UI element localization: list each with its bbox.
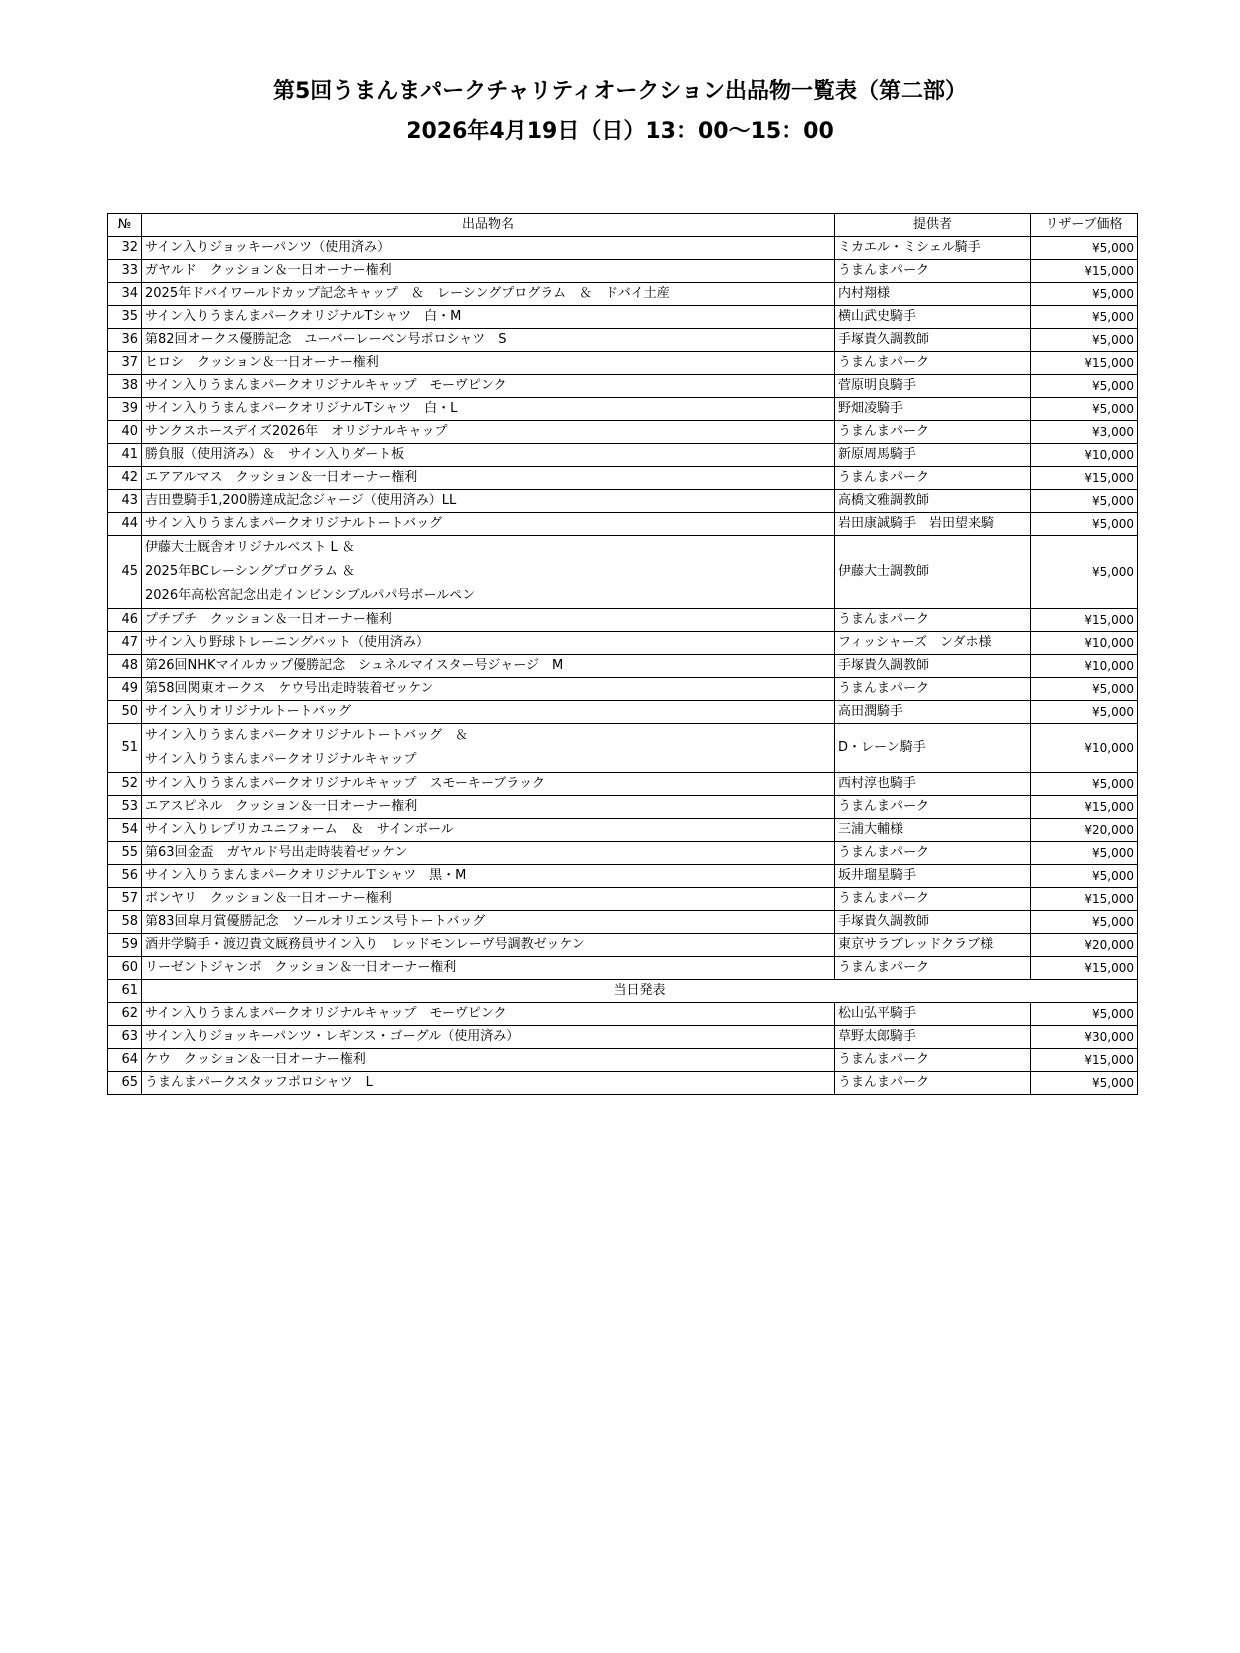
reserve-price: ¥15,000	[1031, 260, 1138, 283]
item-name: サイン入りうまんまパークオリジナルＴシャツ 黒・M	[142, 865, 835, 888]
row-number: 33	[108, 260, 142, 283]
reserve-price: ¥5,000	[1031, 237, 1138, 260]
item-name: ボンヤリ クッション＆一日オーナー権利	[142, 888, 835, 911]
reserve-price: ¥5,000	[1031, 375, 1138, 398]
item-name: 第63回金盃 ガヤルド号出走時装着ゼッケン	[142, 842, 835, 865]
provider: うまんまパーク	[835, 467, 1031, 490]
item-name: サイン入りレプリカユニフォーム ＆ サインボール	[142, 819, 835, 842]
row-number: 52	[108, 773, 142, 796]
provider: うまんまパーク	[835, 678, 1031, 701]
reserve-price: ¥5,000	[1031, 678, 1138, 701]
row-number: 50	[108, 701, 142, 724]
reserve-price: ¥15,000	[1031, 957, 1138, 980]
table-row	[108, 934, 1138, 957]
item-name: サイン入りうまんまパークオリジナルキャップ モーヴピンク	[142, 375, 835, 398]
item-name: 第82回オークス優勝記念 ユーバーレーベン号ポロシャツ S	[142, 329, 835, 352]
item-name: 第83回皐月賞優勝記念 ソールオリエンス号トートバッグ	[142, 911, 835, 934]
table-row	[108, 957, 1138, 980]
reserve-price: ¥5,000	[1031, 865, 1138, 888]
provider: 三浦大輔様	[835, 819, 1031, 842]
reserve-price: ¥5,000	[1031, 1003, 1138, 1026]
reserve-price: ¥15,000	[1031, 1049, 1138, 1072]
table-row	[108, 701, 1138, 724]
provider: うまんまパーク	[835, 796, 1031, 819]
item-name: 2025年ドバイワールドカップ記念キャップ ＆ レーシングプログラム ＆ ドバイ土産	[142, 283, 835, 306]
reserve-price: ¥5,000	[1031, 513, 1138, 536]
item-name: 第26回NHKマイルカップ優勝記念 シュネルマイスター号ジャージ M	[142, 655, 835, 678]
item-name: ガヤルド クッション＆一日オーナー権利	[142, 260, 835, 283]
row-number: 53	[108, 796, 142, 819]
reserve-price: ¥15,000	[1031, 888, 1138, 911]
row-number: 49	[108, 678, 142, 701]
row-number: 57	[108, 888, 142, 911]
reserve-price: ¥10,000	[1031, 444, 1138, 467]
reserve-price: ¥10,000	[1031, 632, 1138, 655]
reserve-price: ¥5,000	[1031, 398, 1138, 421]
provider: 草野太郎騎手	[835, 1026, 1031, 1049]
provider: 坂井瑠星騎手	[835, 865, 1031, 888]
row-number: 41	[108, 444, 142, 467]
item-name-line: 2026年高松宮記念出走インビンシブルパパ号ボールペン	[145, 588, 476, 603]
reserve-price: ¥3,000	[1031, 421, 1138, 444]
provider: フィッシャーズ ンダホ様	[835, 632, 1031, 655]
row-number: 54	[108, 819, 142, 842]
table-row	[108, 306, 1138, 329]
provider: うまんまパーク	[835, 888, 1031, 911]
table-row	[108, 609, 1138, 632]
table-row	[108, 842, 1138, 865]
provider: 手塚貴久調教師	[835, 329, 1031, 352]
table-row	[108, 865, 1138, 888]
item-name	[142, 536, 835, 609]
item-name: エアスピネル クッション＆一日オーナー権利	[142, 796, 835, 819]
provider: 高橋文雅調教師	[835, 490, 1031, 513]
row-number: 44	[108, 513, 142, 536]
item-name	[142, 724, 835, 773]
row-number: 64	[108, 1049, 142, 1072]
row-number: 36	[108, 329, 142, 352]
row-number: 38	[108, 375, 142, 398]
reserve-price: ¥5,000	[1031, 306, 1138, 329]
row-number: 32	[108, 237, 142, 260]
table-row	[108, 490, 1138, 513]
table-row	[108, 1072, 1138, 1095]
header-no: №	[108, 214, 142, 237]
reserve-price: ¥5,000	[1031, 283, 1138, 306]
item-name: ヒロシ クッション＆一日オーナー権利	[142, 352, 835, 375]
table-row	[108, 819, 1138, 842]
header-reserve-price: リザーブ価格	[1031, 214, 1138, 237]
reserve-price: ¥5,000	[1031, 701, 1138, 724]
row-number: 43	[108, 490, 142, 513]
table-row	[108, 513, 1138, 536]
row-number: 61	[108, 980, 142, 1003]
table-header-row	[108, 214, 1138, 237]
reserve-price: ¥15,000	[1031, 467, 1138, 490]
provider: うまんまパーク	[835, 842, 1031, 865]
row-number: 35	[108, 306, 142, 329]
provider: うまんまパーク	[835, 957, 1031, 980]
provider: うまんまパーク	[835, 609, 1031, 632]
provider: 手塚貴久調教師	[835, 655, 1031, 678]
item-name: サイン入りオリジナルトートバッグ	[142, 701, 835, 724]
item-name: 第58回関東オークス ケウ号出走時装着ゼッケン	[142, 678, 835, 701]
header-provider: 提供者	[835, 214, 1031, 237]
table-row	[108, 888, 1138, 911]
item-name: サイン入りうまんまパークオリジナルTシャツ 白・M	[142, 306, 835, 329]
provider: 手塚貴久調教師	[835, 911, 1031, 934]
item-name: サイン入りうまんまパークオリジナルトートバッグ	[142, 513, 835, 536]
item-name: うまんまパークスタッフポロシャツ L	[142, 1072, 835, 1095]
row-number: 51	[108, 724, 142, 773]
reserve-price: ¥15,000	[1031, 796, 1138, 819]
provider: 東京サラブレッドクラブ様	[835, 934, 1031, 957]
reserve-price: ¥30,000	[1031, 1026, 1138, 1049]
row-number: 58	[108, 911, 142, 934]
table-row	[108, 283, 1138, 306]
table-row	[108, 352, 1138, 375]
table-row	[108, 980, 1138, 1003]
reserve-price: ¥5,000	[1031, 1072, 1138, 1095]
provider: うまんまパーク	[835, 1072, 1031, 1095]
table-row	[108, 1003, 1138, 1026]
reserve-price: ¥15,000	[1031, 352, 1138, 375]
table-row	[108, 237, 1138, 260]
provider: 内村翔様	[835, 283, 1031, 306]
item-name-line: 2025年BCレーシングプログラム ＆	[145, 564, 356, 579]
reserve-price: ¥5,000	[1031, 773, 1138, 796]
table-row	[108, 260, 1138, 283]
provider: うまんまパーク	[835, 352, 1031, 375]
header-item-name: 出品物名	[142, 214, 835, 237]
table-body	[108, 237, 1138, 1095]
auction-item-table	[107, 213, 1138, 1095]
provider: 新原周馬騎手	[835, 444, 1031, 467]
table-row	[108, 1026, 1138, 1049]
provider: うまんまパーク	[835, 260, 1031, 283]
provider: 高田潤騎手	[835, 701, 1031, 724]
reserve-price: ¥20,000	[1031, 934, 1138, 957]
table-row	[108, 421, 1138, 444]
row-number: 42	[108, 467, 142, 490]
page-title: 第5回うまんまパークチャリティオークション出品物一覧表（第二部）	[272, 79, 967, 104]
item-name: リーゼントジャンボ クッション＆一日オーナー権利	[142, 957, 835, 980]
item-name: ケウ クッション＆一日オーナー権利	[142, 1049, 835, 1072]
row-number: 46	[108, 609, 142, 632]
table-row	[108, 655, 1138, 678]
table-row	[108, 444, 1138, 467]
row-number: 40	[108, 421, 142, 444]
provider: うまんまパーク	[835, 421, 1031, 444]
row-number: 62	[108, 1003, 142, 1026]
item-name: エアアルマス クッション＆一日オーナー権利	[142, 467, 835, 490]
item-name: サイン入りうまんまパークオリジナルキャップ モーヴピンク	[142, 1003, 835, 1026]
reserve-price: ¥5,000	[1031, 536, 1138, 609]
table-row	[108, 375, 1138, 398]
provider: うまんまパーク	[835, 1049, 1031, 1072]
item-name: サイン入りジョッキーパンツ（使用済み）	[142, 237, 835, 260]
item-name: 吉田豊騎手1,200勝達成記念ジャージ（使用済み）LL	[142, 490, 835, 513]
provider: 伊藤大士調教師	[835, 536, 1031, 609]
reserve-price: ¥5,000	[1031, 842, 1138, 865]
row-number: 48	[108, 655, 142, 678]
table-row	[108, 911, 1138, 934]
item-name: 酒井学騎手・渡辺貴文厩務員サイン入り レッドモンレーヴ号調教ゼッケン	[142, 934, 835, 957]
item-name: サンクスホースデイズ2026年 オリジナルキャップ	[142, 421, 835, 444]
table-row	[108, 329, 1138, 352]
table-row	[108, 796, 1138, 819]
row-number: 47	[108, 632, 142, 655]
reserve-price: ¥5,000	[1031, 329, 1138, 352]
item-name: 勝負服（使用済み）＆ サイン入りダート板	[142, 444, 835, 467]
table-row	[108, 724, 1138, 773]
item-name-line: サイン入りうまんまパークオリジナルトートバッグ ＆	[145, 728, 469, 743]
item-name-line: 伊藤大士厩舎オリジナルベスト L ＆	[145, 540, 355, 555]
provider: 岩田康誠騎手 岩田望来騎	[835, 513, 1031, 536]
reserve-price: ¥20,000	[1031, 819, 1138, 842]
row-number: 60	[108, 957, 142, 980]
event-datetime: 2026年4月19日（日）13：00～15：00	[406, 119, 834, 144]
table-row	[108, 1049, 1138, 1072]
provider: 横山武史騎手	[835, 306, 1031, 329]
item-name: プチプチ クッション＆一日オーナー権利	[142, 609, 835, 632]
row-number: 37	[108, 352, 142, 375]
table-row	[108, 678, 1138, 701]
table-row	[108, 398, 1138, 421]
announce-on-day: 当日発表	[142, 980, 1138, 1003]
reserve-price: ¥5,000	[1031, 911, 1138, 934]
row-number: 63	[108, 1026, 142, 1049]
provider: ミカエル・ミシェル騎手	[835, 237, 1031, 260]
row-number: 55	[108, 842, 142, 865]
item-name: サイン入りうまんまパークオリジナルTシャツ 白・L	[142, 398, 835, 421]
row-number: 59	[108, 934, 142, 957]
reserve-price: ¥15,000	[1031, 609, 1138, 632]
table-row	[108, 467, 1138, 490]
row-number: 56	[108, 865, 142, 888]
item-name-line: サイン入りうまんまパークオリジナルキャップ	[145, 752, 417, 767]
reserve-price: ¥10,000	[1031, 655, 1138, 678]
item-name: サイン入りうまんまパークオリジナルキャップ スモーキーブラック	[142, 773, 835, 796]
row-number: 45	[108, 536, 142, 609]
table-row	[108, 632, 1138, 655]
provider: 松山弘平騎手	[835, 1003, 1031, 1026]
provider: 西村淳也騎手	[835, 773, 1031, 796]
row-number: 39	[108, 398, 142, 421]
table-row	[108, 773, 1138, 796]
reserve-price: ¥5,000	[1031, 490, 1138, 513]
provider: 野畑凌騎手	[835, 398, 1031, 421]
reserve-price: ¥10,000	[1031, 724, 1138, 773]
row-number: 34	[108, 283, 142, 306]
item-name: サイン入りジョッキーパンツ・レギンス・ゴーグル（使用済み）	[142, 1026, 835, 1049]
item-name: サイン入り野球トレーニングバット（使用済み）	[142, 632, 835, 655]
provider: D・レーン騎手	[835, 724, 1031, 773]
provider: 菅原明良騎手	[835, 375, 1031, 398]
row-number: 65	[108, 1072, 142, 1095]
table-row	[108, 536, 1138, 609]
